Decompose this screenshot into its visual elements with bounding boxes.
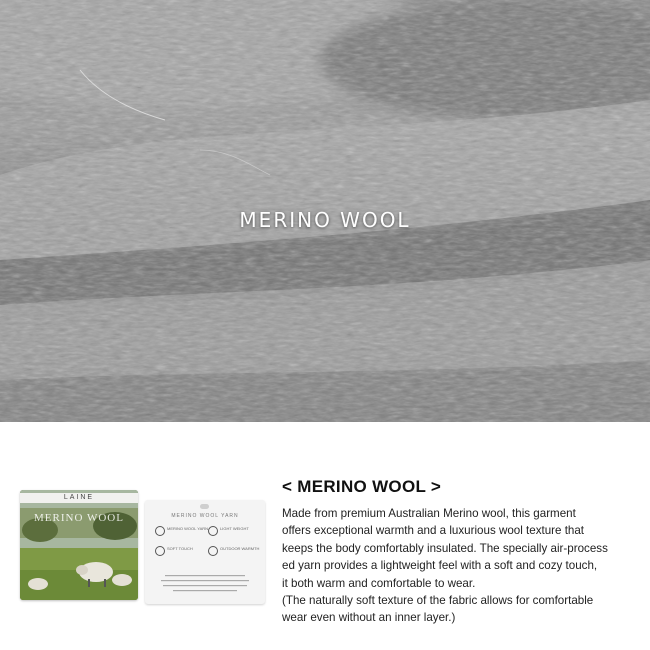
tag-label: MERINO WOOL [34,512,124,524]
feature-label: MERINO WOOL YARN [167,526,209,531]
info-heading: MERINO WOOL YARN [171,513,239,519]
sun-icon [208,546,218,556]
feature-label: SOFT TOUCH [167,546,193,551]
brand-hang-tag [20,490,138,600]
tag-hole [200,504,209,509]
section-title: < MERINO WOOL > [282,477,442,496]
feature-label: LIGHT WEIGHT [220,526,249,531]
description-line: offers exceptional warmth and a luxurious wool texture that [282,524,585,538]
sheep-icon [155,526,165,536]
description-line: (The naturally soft texture of the fabric allows for comfortable [282,594,594,608]
feature-label: OUTDOOR WARMTH [220,546,260,551]
fine-print-lines [159,573,251,593]
description-line: ed yarn provides a lightweight feel with a soft and cozy touch, [282,559,598,573]
description-line: Made from premium Australian Merino wool, this garment [282,507,576,520]
description-line: wear even without an inner layer.) [282,611,456,625]
pasture-illustration [20,490,138,600]
hero-title: MERINO WOOL [239,208,411,232]
hand-icon [155,546,165,556]
description-line: keeps the body comfortably insulated. The specially air-process [282,541,608,555]
info-hang-tag [145,500,265,604]
description-line: it both warm and comfortable to wear. [282,576,476,590]
feather-icon [208,526,218,536]
brand-name: LAINE [20,493,138,503]
description-text [282,505,644,627]
